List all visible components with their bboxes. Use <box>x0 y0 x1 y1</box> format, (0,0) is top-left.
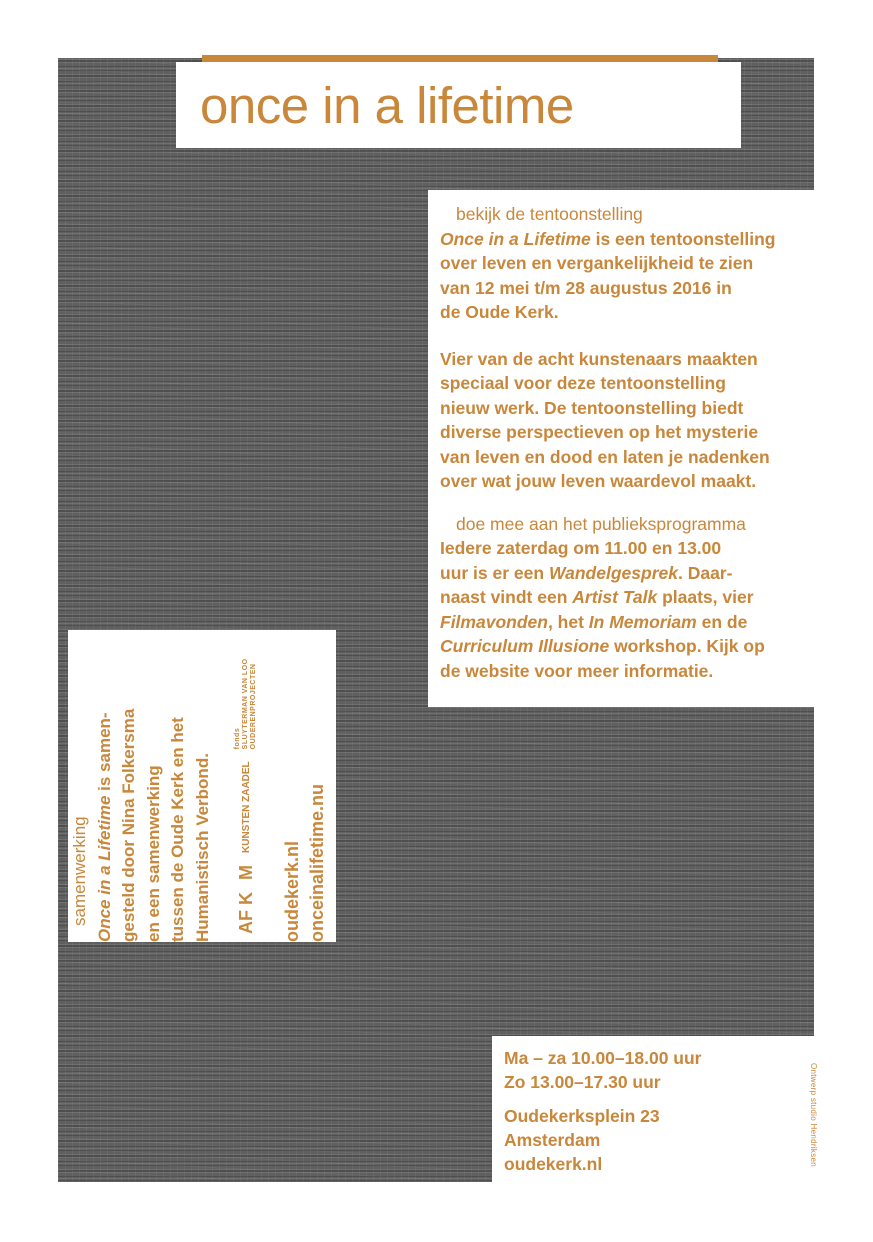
link-onceinalifetime[interactable]: onceinalifetime.nu <box>307 783 327 942</box>
website-link[interactable]: oudekerk.nl <box>504 1154 603 1174</box>
info-para3-line3: naast vindt een Artist Talk plaats, vier <box>440 587 754 607</box>
link-oudekerk[interactable]: oudekerk.nl <box>282 840 302 942</box>
m-logo: M <box>235 865 256 880</box>
side-line3: en een samenwerking <box>143 765 163 942</box>
side-line4: tussen de Oude Kerk en het <box>168 717 187 942</box>
info-para3-line4: Filmavonden, het In Memoriam en de <box>440 611 748 632</box>
info-para2-line: speciaal voor deze tentoonstelling <box>440 373 726 393</box>
info-para2-line: over wat jouw leven waardevol maakt. <box>440 471 757 491</box>
info-para1-line4: de Oude Kerk. <box>440 302 559 322</box>
afk-logo: AF K <box>235 892 256 934</box>
info-para2-line: diverse perspectieven op het mysterie <box>440 422 759 442</box>
collaboration-panel <box>68 630 336 942</box>
side-line5: Humanistisch Verbond. <box>192 753 212 942</box>
opening-hours-panel <box>492 1036 814 1182</box>
info-para3-line5: Curriculum Illusione workshop. Kijk op <box>440 636 765 656</box>
info-para3-line6: de website voor meer informatie. <box>440 660 714 681</box>
side-line1: Once in a Lifetime is samen- <box>94 712 114 942</box>
address-city: Amsterdam <box>504 1130 601 1150</box>
info-para3-line1: Iedere zaterdag om 11.00 en 13.00 <box>440 538 722 558</box>
lead-collaboration: samenwerking <box>70 816 89 926</box>
sponsor-logos <box>218 634 274 934</box>
title-accent-bar <box>202 55 718 62</box>
exhibition-info-panel <box>428 190 814 707</box>
sluyterman-logo: fonds SLUYTERMAN VAN LOO OUDERENPROJECTEN <box>234 658 257 750</box>
lead-public-program: doe mee aan het publieksprogramma <box>456 513 746 534</box>
title-panel <box>176 62 741 148</box>
info-para1-line1: Once in a Lifetime is een tentoonstelling <box>440 228 776 249</box>
info-para3-line2: uur is er een Wandelgesprek. Daar- <box>440 562 733 583</box>
hours-weekdays: Ma – za 10.00–18.00 uur <box>504 1048 702 1068</box>
page-title: once in a lifetime <box>200 77 574 134</box>
side-line2: gesteld door Nina Folkersma <box>119 708 138 942</box>
address-street: Oudekerksplein 23 <box>504 1106 660 1126</box>
info-para2-line: nieuw werk. De tentoonstelling biedt <box>440 397 744 418</box>
design-credit: Ontwerp studio Hendriksen <box>809 1063 818 1167</box>
hours-sunday: Zo 13.00–17.30 uur <box>504 1072 661 1092</box>
info-para2-line: van leven en dood en laten je nadenken <box>440 446 770 467</box>
lead-view-exhibition: bekijk de tentoonstelling <box>456 204 643 224</box>
kunsten-logo: KUNSTEN ZAADEL <box>240 761 252 853</box>
info-para2-line: Vier van de acht kunstenaars maakten <box>440 348 758 369</box>
info-para1-line2: over leven en vergankelijkheid te zien <box>440 253 754 273</box>
info-para1-line3: van 12 mei t/m 28 augustus 2016 in <box>440 277 732 298</box>
